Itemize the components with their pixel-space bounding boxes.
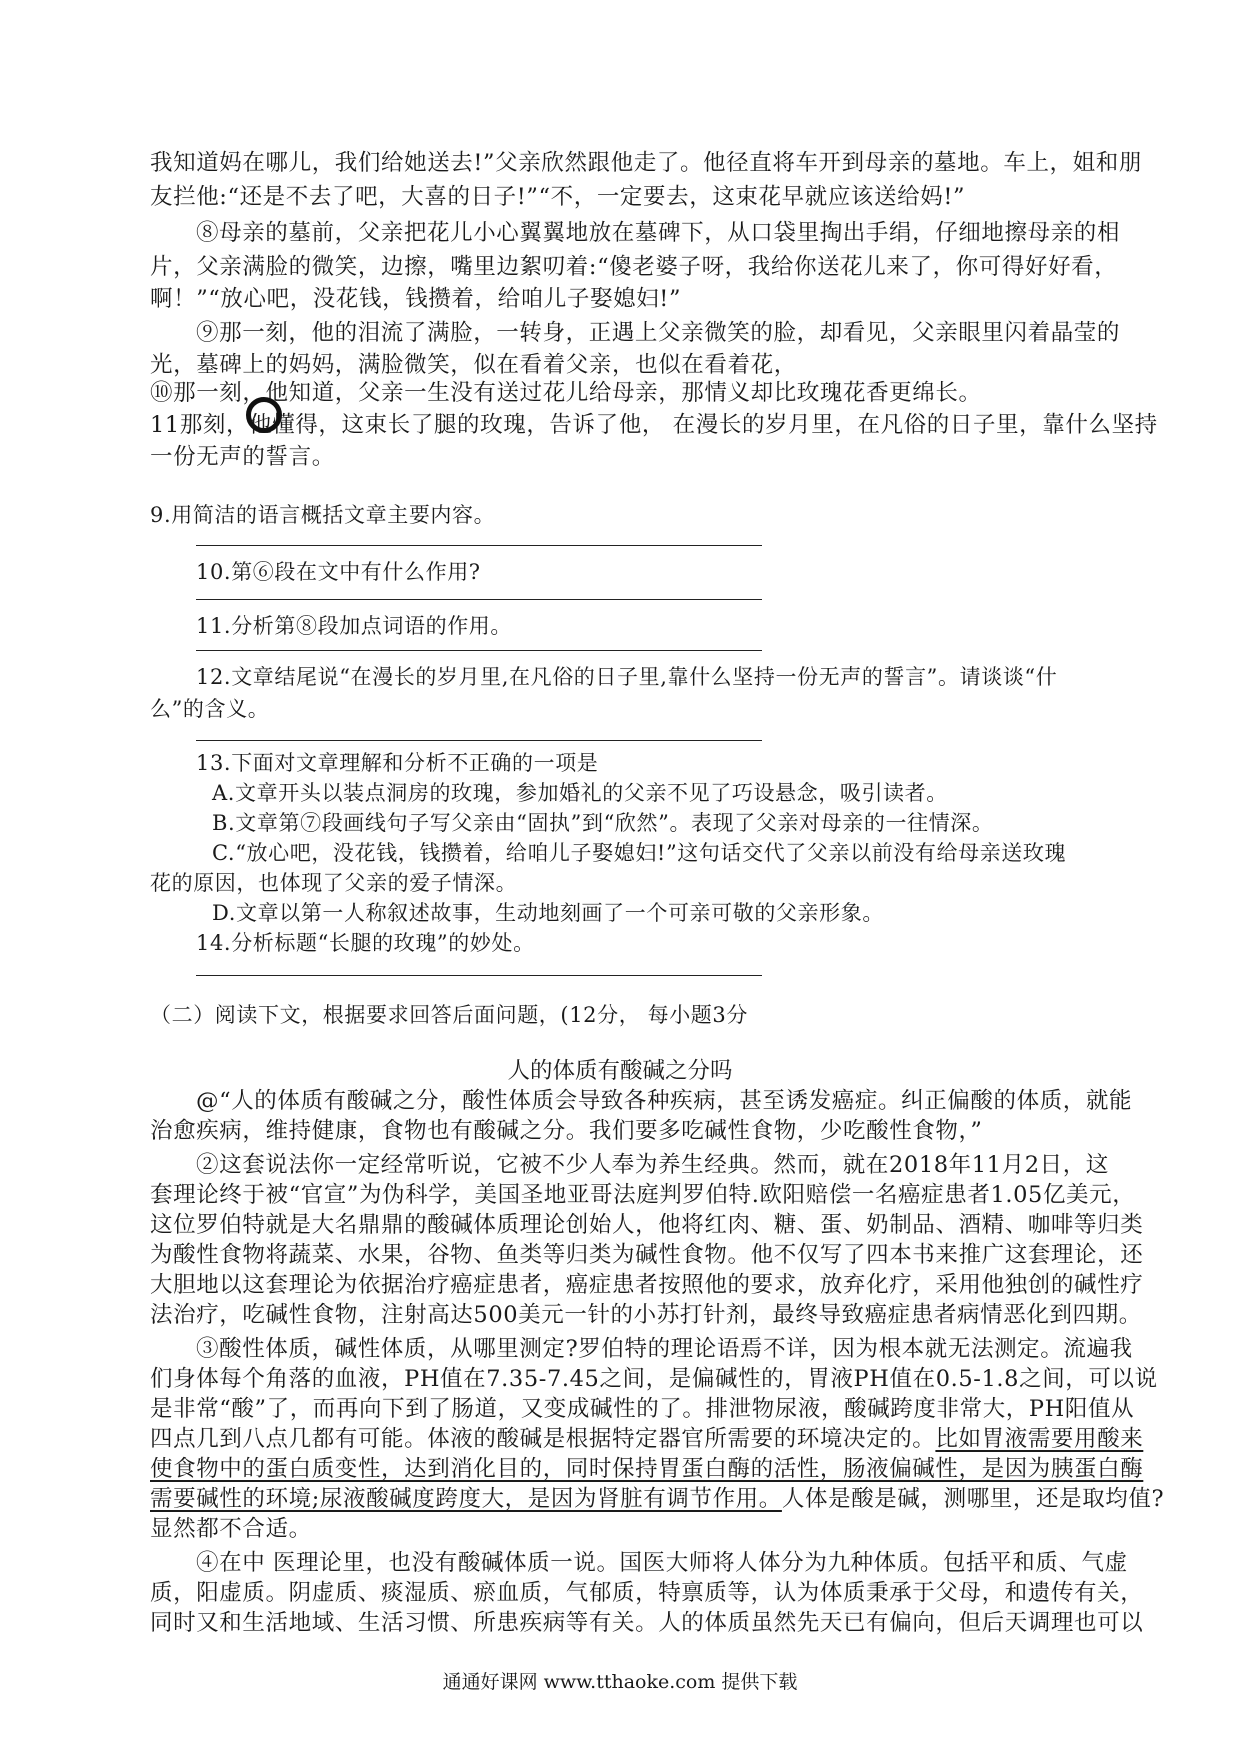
option-c-cont: 花的原因，也体现了父亲的爱子情深。 — [150, 871, 518, 895]
story-paragraph-11: 11那刻，他懂得，这束长了腿的玫瑰，告诉了他， 在漫长的岁月里，在凡俗的日子里，靠什么坚持 — [150, 412, 1158, 438]
page-footer: 通通好课网 www.tthaoke.com 提供下载 — [442, 1671, 798, 1693]
underlined-text: 比如胃液需要用酸来 — [935, 1426, 1144, 1452]
article-line: 大胆地以这套理论为依据治疗癌症患者，癌症患者按照他的要求，放弃化疗，采用他独创的碱性疗 — [150, 1272, 1144, 1298]
option-b: B.文章第⑦段画线句子写父亲由“固执”到“欣然”。表现了父亲对母亲的一往情深。 — [212, 811, 994, 835]
story-line: 光，墓碑上的妈妈，满脸微笑，似在看着父亲，也似在看着花， — [150, 352, 797, 378]
story-paragraph-9: ⑨那一刻，他的泪流了满脸，一转身，正遇上父亲微笑的脸，却看见，父亲眼里闪着晶莹的 — [196, 320, 1121, 346]
article-line: 套理论终于被“官宣”为伪科学，美国圣地亚哥法庭判罗伯特.欧阳赔偿一名癌症患者1.05亿美元， — [150, 1182, 1136, 1208]
question-13: 13.下面对文章理解和分析不正确的一项是 — [196, 751, 599, 775]
option-c: C.“放心吧，没花钱，钱攒着，给咱儿子娶媳妇!”这句话交代了父亲以前没有给母亲送玫瑰 — [212, 841, 1067, 865]
section-heading: （二）阅读下文，根据要求回答后面问题，(12分， 每小题3分 — [150, 1003, 748, 1027]
article-line: 显然都不合适。 — [150, 1516, 312, 1542]
story-paragraph-8: ⑧母亲的墓前，父亲把花儿小心翼翼地放在墓碑下，从口袋里掏出手绢，仔细地擦母亲的相 — [196, 220, 1121, 246]
plain-text: 四点几到八点几都有可能。体液的酸碱是根据特定器官所需要的环境决定的。 — [150, 1426, 936, 1452]
article-line: 治愈疾病，维持健康，食物也有酸碱之分。我们要多吃碱性食物，少吃酸性食物，” — [150, 1118, 983, 1144]
answer-line — [196, 975, 762, 976]
story-line: 友拦他:“还是不去了吧，大喜的日子!”“不，一定要去，这束花早就应该送给妈!” — [150, 184, 966, 210]
article-title: 人的体质有酸碱之分吗 — [507, 1058, 733, 1084]
article-line — [150, 1454, 1144, 1484]
question-11: 11.分析第⑧段加点词语的作用。 — [196, 614, 512, 638]
question-9: 9.用简洁的语言概括文章主要内容。 — [150, 503, 496, 527]
article-line — [150, 1484, 1165, 1514]
circle-mark-icon — [246, 397, 282, 433]
story-paragraph-10: ⑩那一刻，他知道，父亲一生没有送过花儿给母亲，那情义却比玫瑰花香更绵长。 — [150, 380, 982, 406]
article-line: 们身体每个角落的血液，PH值在7.35-7.45之间，是偏碱性的，胃液PH值在0.5-1.8之间，可以说 — [150, 1366, 1158, 1392]
question-12: 12.文章结尾说“在漫长的岁月里,在凡俗的日子里,靠什么坚持一份无声的誓言”。请谈谈“什 — [196, 665, 1058, 689]
plain-text: 人体是酸是碱，测哪里，还是取均值? — [781, 1486, 1165, 1512]
article-paragraph-2: ②这套说法你一定经常听说，它被不少人奉为养生经典。然而，就在2018年11月2日，这 — [196, 1152, 1109, 1178]
article-paragraph-3: ③酸性体质，碱性体质，从哪里测定?罗伯特的理论语焉不详，因为根本就无法测定。流遍我 — [196, 1336, 1133, 1362]
article-line: 法治疗，吃碱性食物，注射高达500美元一针的小苏打针剂，最终导致癌症患者病情恶化到四期。 — [150, 1302, 1142, 1328]
story-line: 一份无声的誓言。 — [150, 444, 335, 470]
option-a: A.文章开头以装点洞房的玫瑰，参加婚礼的父亲不见了巧设悬念，吸引读者。 — [212, 781, 948, 805]
question-14: 14.分析标题“长腿的玫瑰”的妙处。 — [196, 931, 535, 955]
article-line: 同时又和生活地域、生活习惯、所患疾病等有关。人的体质虽然先天已有偏向，但后天调理也可以 — [150, 1610, 1144, 1636]
article-line: 是非常“酸”了，而再向下到了肠道，又变成碱性的了。排泄物尿液，酸碱跨度非常大，PH阳值从 — [150, 1396, 1135, 1422]
story-line: 我知道妈在哪儿，我们给她送去!”父亲欣然跟他走了。他径直将车开到母亲的墓地。车上，姐和朋 — [150, 150, 1142, 176]
article-line — [150, 1424, 1144, 1454]
answer-line — [196, 599, 762, 600]
story-line: 啊！”“放心吧，没花钱，钱攒着，给咱儿子娶媳妇!” — [150, 286, 682, 312]
answer-line — [196, 740, 762, 741]
article-line: 这位罗伯特就是大名鼎鼎的酸碱体质理论创始人，他将红肉、糖、蛋、奶制品、酒精、咖啡等归类 — [150, 1212, 1144, 1238]
question-10: 10.第⑥段在文中有什么作用? — [196, 560, 481, 584]
underlined-text: 使食物中的蛋白质变性，达到消化目的，同时保持胃蛋白酶的活性，肠液偏碱性，是因为胰蛋白酶 — [150, 1456, 1144, 1482]
option-d: D.文章以第一人称叙述故事，生动地刻画了一个可亲可敬的父亲形象。 — [212, 901, 884, 925]
story-line: 片，父亲满脸的微笑，边擦，嘴里边絮叨着:“傻老婆子呀，我给你送花儿来了，你可得好好看， — [150, 254, 1118, 280]
underlined-text: 需要碱性的环境;尿液酸碱度跨度大，是因为肾脏有调节作用。 — [150, 1486, 782, 1512]
answer-line — [196, 650, 762, 651]
article-paragraph-1: @“人的体质有酸碱之分，酸性体质会导致各种疾病，甚至诱发癌症。纠正偏酸的体质，就能 — [196, 1088, 1133, 1114]
article-line: 为酸性食物将蔬菜、水果，谷物、鱼类等归类为碱性食物。他不仅写了四本书来推广这套理论，还 — [150, 1242, 1144, 1268]
article-paragraph-4: ④在中 医理论里，也没有酸碱体质一说。国医大师将人体分为九种体质。包括平和质、气虚 — [196, 1550, 1128, 1576]
article-line: 质，阳虚质。阴虚质、痰湿质、瘀血质，气郁质，特禀质等，认为体质秉承于父母，和遗传有关， — [150, 1580, 1144, 1606]
answer-line — [196, 545, 762, 546]
question-12-cont: 么”的含义。 — [150, 697, 270, 721]
